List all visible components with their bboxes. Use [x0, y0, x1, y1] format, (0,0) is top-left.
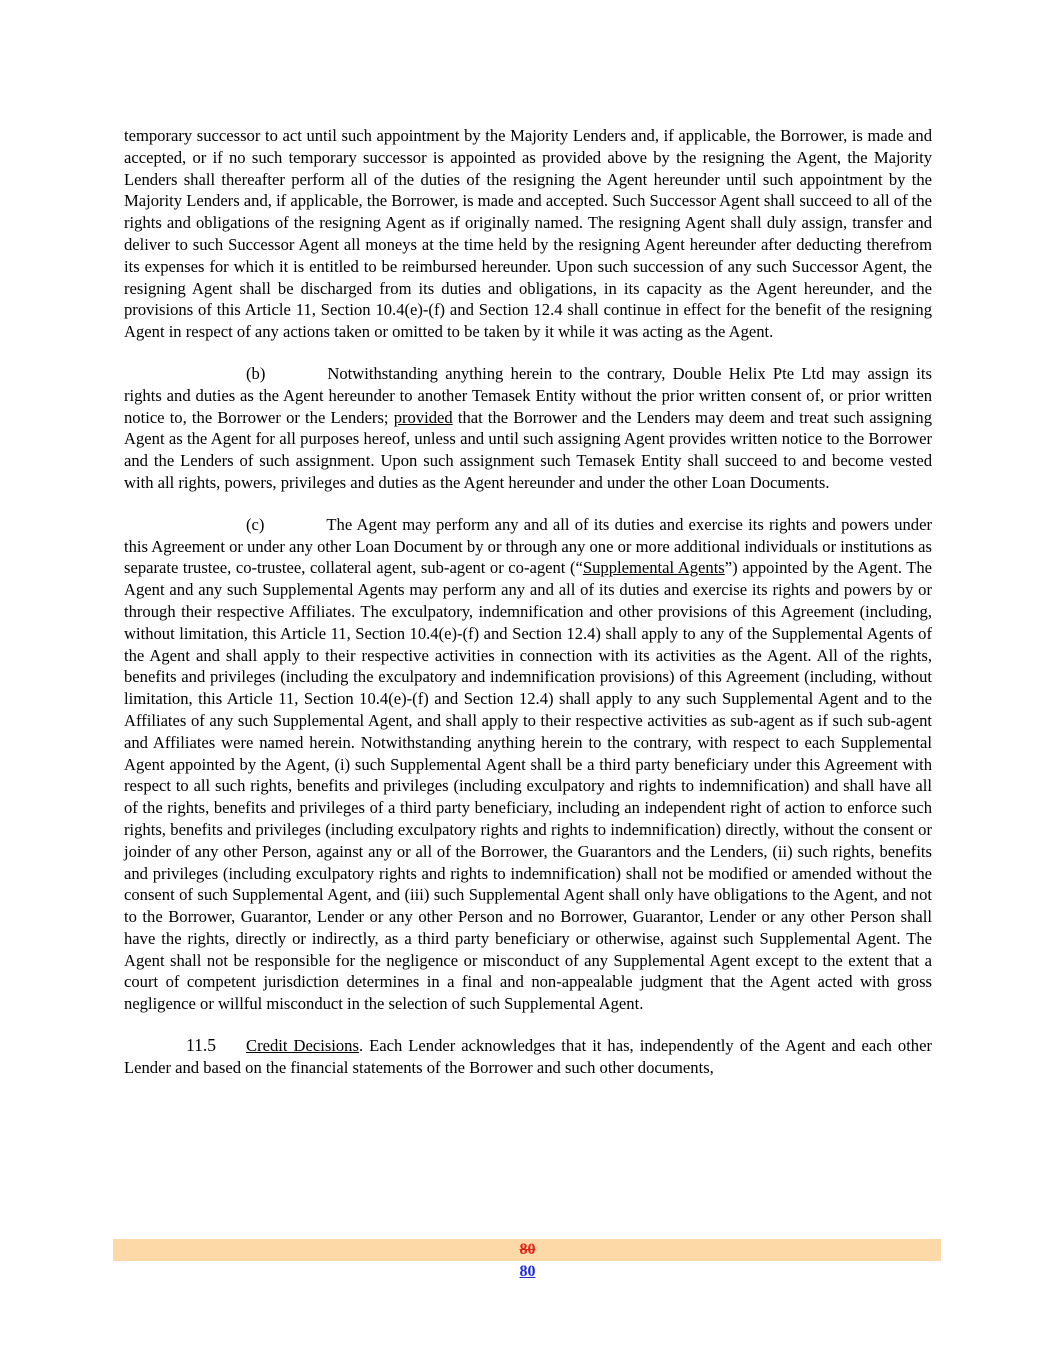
document-body	[124, 125, 932, 1099]
section-number: 11.5	[186, 1035, 216, 1056]
paragraph-c-text-1: The Agent may perform any and all of its duties and exercise its rights and powers under this Agreement or under any other Loan Document by or through any one or more additional individuals or institutions as separate trustee, co-trustee, collateral agent, sub-agent or co-agent (“	[124, 514, 932, 578]
page-number-deleted: 80	[519, 1241, 536, 1258]
section-heading: Credit Decisions	[246, 1036, 359, 1056]
paragraph-b	[124, 363, 932, 494]
page-number-inserted: 80	[519, 1263, 536, 1280]
defined-term-provided: provided	[393, 407, 453, 427]
clause-label-b: (b)	[246, 363, 266, 383]
section-11-5	[124, 1035, 932, 1079]
paragraph-c	[124, 514, 932, 1015]
paragraph-b-text-1: Notwithstanding anything herein to the contrary, Double Helix Pte Ltd may assign its rights and duties as the Agent hereunder to another Temasek Entity without the prior written consent of, or prior written notice to, the Borrower or the Lenders;	[124, 363, 932, 427]
section-11-5-text: . Each Lender acknowledges that it has, independently of the Agent and each other Lender and based on the financial statements of the Borrower and such other documents,	[124, 1036, 932, 1077]
defined-term-supplemental-agents: Supplemental Agents	[582, 558, 725, 578]
clause-label-c: (c)	[246, 514, 265, 534]
paragraph-continuation: temporary successor to act until such appointment by the Majority Lenders and, if applicable, the Borrower, is made and accepted, or if no such temporary successor is appointed as provided above by the resigning the Agent, the Majority Lenders shall thereafter perform all of the duties of the resigning the Agent hereunder until such appointment by the Majority Lenders and, if applicable, the Borrower, is made and accepted. Such Successor Agent shall succeed to all of the rights and obligations of the resigning Agent as if originally named. The resigning Agent shall duly assign, transfer and deliver to such Successor Agent all moneys at the time held by the resigning Agent hereunder after deducting therefrom its expenses for which it is entitled to be reimbursed hereunder. Upon such succession of any such Successor Agent, the resigning Agent shall be discharged from its duties and obligations, in its capacity as the Agent hereunder, and the provisions of this Article 11, Section 10.4(e)-(f) and Section 12.4 shall continue in effect for the benefit of the resigning Agent in respect of any actions taken or omitted to be taken by it while it was acting as the Agent.	[124, 126, 933, 342]
paragraph-b-text-2: that the Borrower and the Lenders may deem and treat such assigning Agent as the Agent for all purposes hereof, unless and until such assigning Agent provides written notice to the Borrower and the Lenders of such assignment. Upon such assignment such Temasek Entity shall succeed to and become vested with all rights, powers, privileges and duties as the Agent hereunder and under the other Loan Documents.	[124, 407, 932, 492]
paragraph-c-text-2: ”) appointed by the Agent. The Agent and any such Supplemental Agents may perform any and all of its duties and exercise its rights and powers by or through their respective Affiliates. The exculpatory, indemnification and other provisions of this Agreement (including, without limitation, this Article 11, Section 10.4(e)-(f) and Section 12.4) shall apply to any of the Supplemental Agents of the Agent and shall apply to their respective activities in connection with its activities as the Agent. All of the rights, benefits and privileges (including the exculpatory and indemnification provisions) of this Agreement (including, without limitation, this Article 11, Section 10.4(e)-(f) and Section 12.4) shall apply to any such Supplemental Agent and to the Affiliates of any such Supplemental Agent, and shall apply to their respective activities as sub-agent as if such sub-agent and Affiliates were named herein. Notwithstanding anything herein to the contrary, with respect to each Supplemental Agent appointed by the Agent, (i) such Supplemental Agent shall be a third party beneficiary under this Agreement with respect to all such rights, benefits and privileges (including exculpatory and rights to indemnification) and shall have all of the rights, benefits and privileges of a third party beneficiary, including an independent right of action to enforce such rights, benefits and privileges (including exculpatory rights and rights to indemnification) directly, without the consent or joinder of any other Person, against any or all of the Borrower, the Guarantors and the Lenders, (ii) such rights, benefits and privileges (including exculpatory rights and rights to indemnification) shall not be modified or amended without the consent of such Supplemental Agent, and (iii) such Supplemental Agent shall only have obligations to the Agent, and not to the Borrower, Guarantor, Lender or any other Person and no Borrower, Guarantor, Lender or any other Person shall have the rights, directly or indirectly, as a third party beneficiary or otherwise, against such Supplemental Agent. The Agent shall not be responsible for the negligence or misconduct of any Supplemental Agent except to the extent that a court of competent jurisdiction determines in a final and non-appealable judgment that the Agent acted with gross negligence or willful misconduct in the selection of such Supplemental Agent.	[124, 558, 933, 1014]
